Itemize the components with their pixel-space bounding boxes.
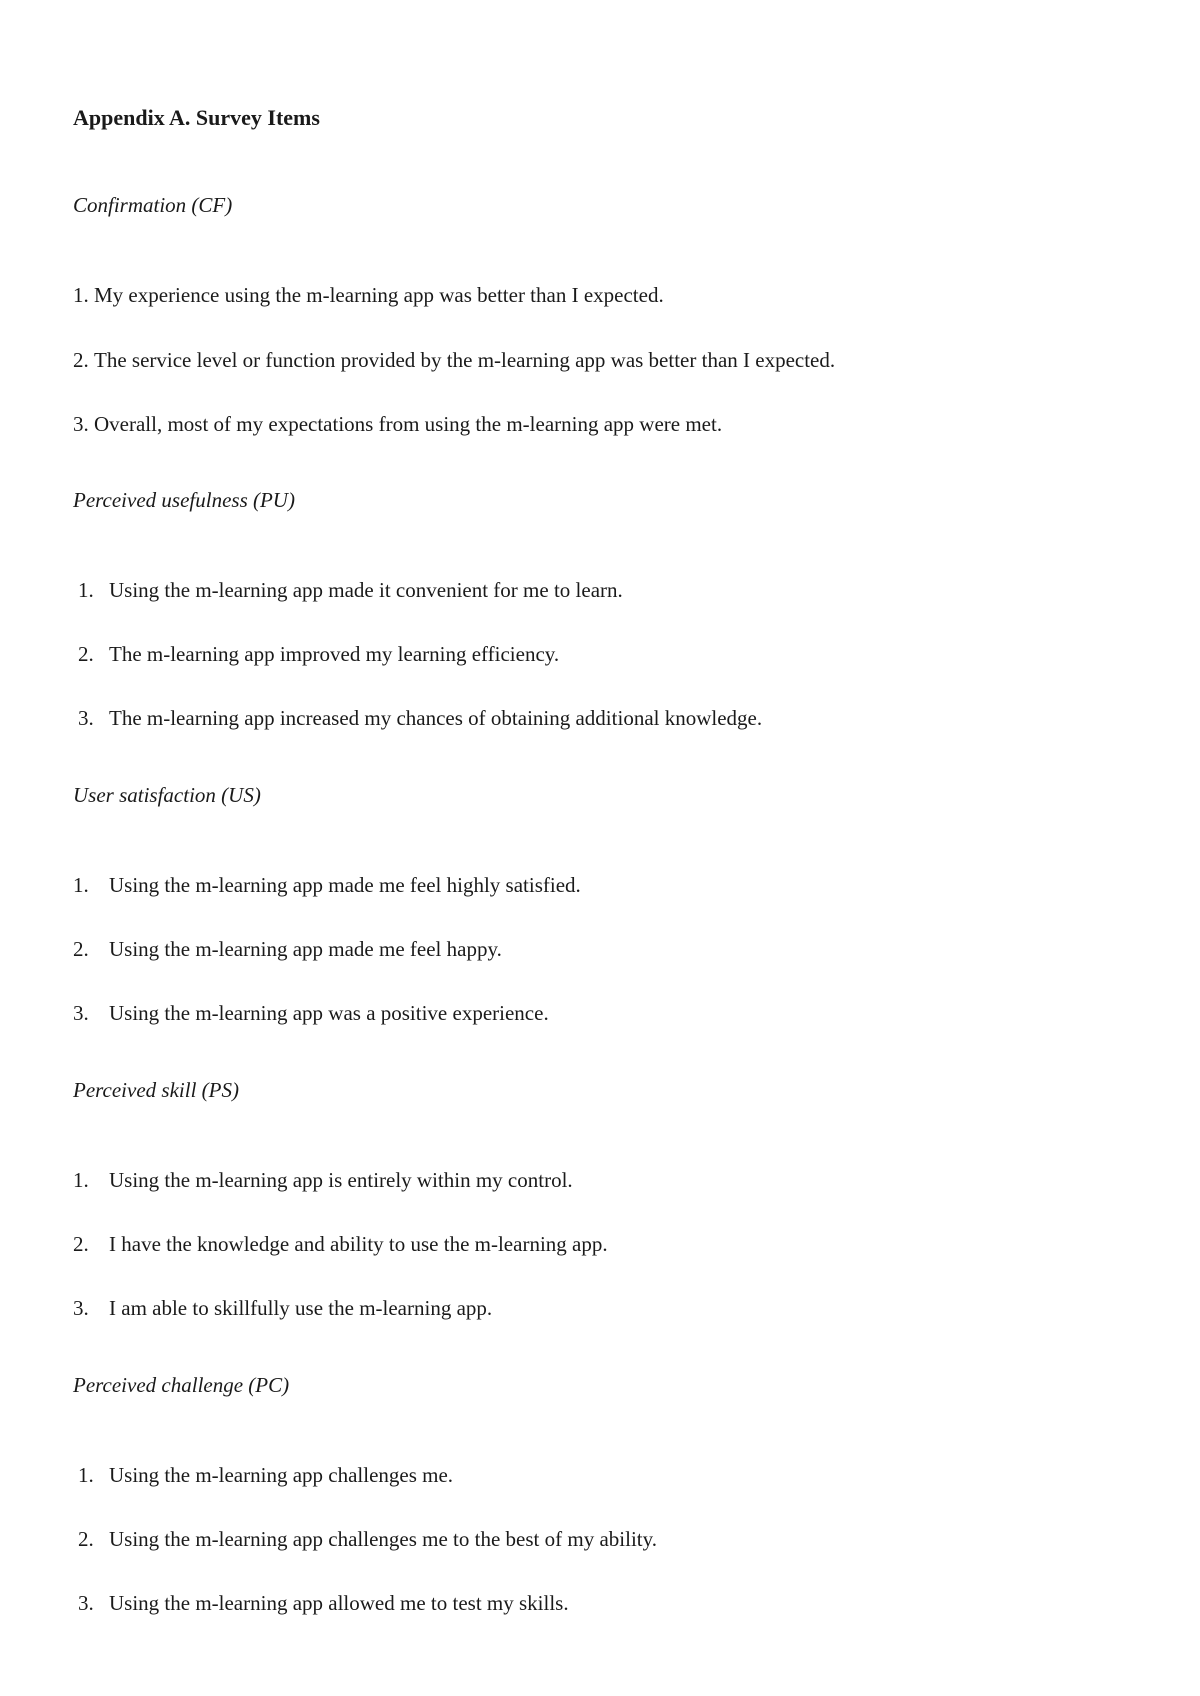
list-item [73, 412, 722, 437]
item-text: Using the m-learning app made it convenient for me to learn. [109, 578, 623, 602]
section-heading-user-satisfaction: User satisfaction (US) [73, 783, 261, 807]
item-number: 3. [78, 706, 94, 730]
item-number: 2. [73, 348, 89, 372]
list-item [73, 1168, 573, 1193]
section-heading-perceived-usefulness: Perceived usefulness (PU) [73, 488, 295, 512]
item-number: 2. [73, 1232, 89, 1256]
page-title: Appendix A. Survey Items [73, 105, 320, 130]
section-heading-perceived-challenge: Perceived challenge (PC) [73, 1373, 290, 1397]
item-number: 1. [73, 283, 89, 307]
item-number: 1. [73, 1168, 89, 1192]
section-heading-perceived-skill: Perceived skill (PS) [73, 1078, 239, 1102]
item-text: Using the m-learning app was a positive experience. [109, 1001, 549, 1025]
item-text: Using the m-learning app made me feel highly satisfied. [109, 873, 581, 897]
item-number: 2. [73, 937, 89, 961]
item-number: 2. [78, 642, 94, 666]
item-text: Using the m-learning app allowed me to test my skills. [109, 1591, 569, 1615]
item-text: Overall, most of my expectations from using the m-learning app were met. [94, 412, 723, 436]
list-item [78, 706, 762, 731]
list-item [73, 937, 502, 962]
list-item [78, 642, 559, 667]
item-text: Using the m-learning app made me feel happy. [109, 937, 502, 961]
item-text: The service level or function provided by the m-learning app was better than I expected. [94, 348, 836, 372]
item-number: 1. [73, 873, 89, 897]
item-text: Using the m-learning app is entirely within my control. [109, 1168, 573, 1192]
list-item [73, 283, 664, 308]
item-text: I have the knowledge and ability to use the m-learning app. [109, 1232, 608, 1256]
item-text: The m-learning app increased my chances of obtaining additional knowledge. [109, 706, 763, 730]
list-item [78, 1527, 657, 1552]
list-item [73, 1001, 549, 1026]
list-item [78, 1591, 569, 1616]
item-number: 3. [73, 1001, 89, 1025]
item-number: 3. [78, 1591, 94, 1615]
item-number: 3. [73, 412, 89, 436]
item-number: 1. [78, 1463, 94, 1487]
list-item [78, 578, 623, 603]
item-text: My experience using the m-learning app was better than I expected. [94, 283, 664, 307]
item-number: 3. [73, 1296, 89, 1320]
list-item [78, 1463, 453, 1488]
list-item [73, 348, 835, 373]
list-item [73, 873, 581, 898]
item-text: Using the m-learning app challenges me. [109, 1463, 454, 1487]
list-item [73, 1296, 492, 1321]
list-item [73, 1232, 608, 1257]
item-text: The m-learning app improved my learning efficiency. [109, 642, 560, 666]
item-number: 2. [78, 1527, 94, 1551]
section-heading-confirmation: Confirmation (CF) [73, 193, 233, 217]
item-number: 1. [78, 578, 94, 602]
item-text: Using the m-learning app challenges me to the best of my ability. [109, 1527, 657, 1551]
item-text: I am able to skillfully use the m-learning app. [109, 1296, 493, 1320]
